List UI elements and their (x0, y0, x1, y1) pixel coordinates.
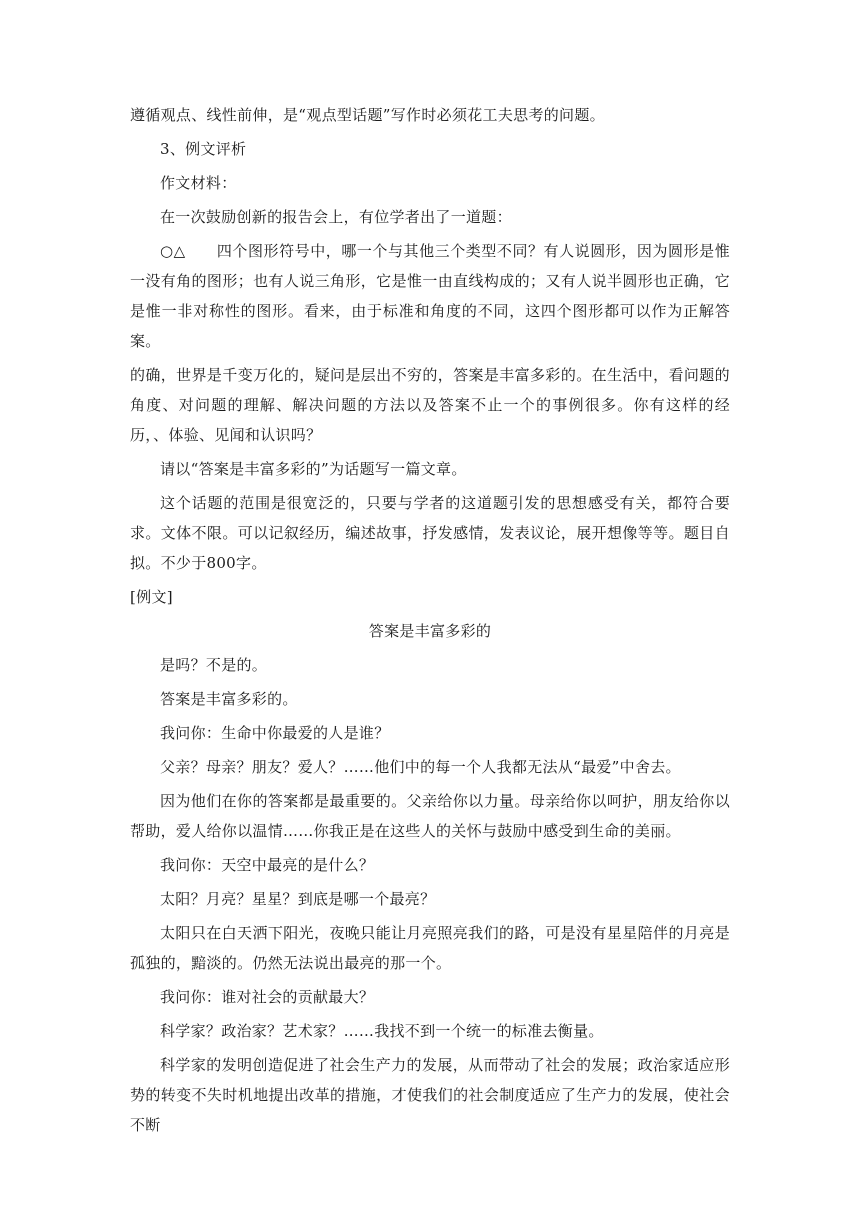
essay-paragraph-7: 太阳？月亮？星星？到底是哪一个最亮？ (160, 890, 436, 908)
paragraph-world-varied: 的确，世界是千变万化的，疑问是层出不穷的，答案是丰富多彩的。在生活中，看问题的角度、对问题的理解、解决问题的方法以及答案不止一个的事例很多。你有这样的经历，、体验、见闻和认识吗？ (130, 366, 730, 444)
essay-paragraph-2: 答案是丰富多彩的。 (160, 690, 298, 708)
paragraph-requirements: 这个话题的范围是很宽泛的，只要与学者的这道题引发的思想感受有关，都符合要求。文体不限。可以记叙经历，编述故事，抒发感情，发表议论，展开想像等等。题目自拟。不少于800字。 (130, 494, 730, 572)
essay-paragraph-10: 科学家？政治家？艺术家？……我找不到一个统一的标准去衡量。 (160, 1022, 604, 1040)
essay-title: 答案是丰富多彩的 (368, 622, 492, 640)
label-essay-material: 作文材料： (160, 174, 237, 192)
paragraph-shapes-question: ○△ 四个图形符号中，哪一个与其他三个类型不同？有人说圆形，因为圆形是惟一没有角的图形；也有人说三角形，它是惟一由直线构成的；又有人说半圆形也正确，它是惟一非对称性的图形。看来，由于标准和角度的不同，这四个图形都可以作为正解答案。 (130, 242, 730, 350)
paragraph-writing-prompt: 请以“答案是丰富多彩的”为话题写一篇文章。 (160, 460, 467, 478)
paragraph-material-intro: 在一次鼓励创新的报告会上，有位学者出了一道题： (160, 208, 512, 226)
essay-paragraph-9: 我问你：谁对社会的贡献最大？ (160, 988, 375, 1006)
essay-paragraph-1: 是吗？不是的。 (160, 656, 268, 674)
essay-paragraph-8: 太阳只在白天洒下阳光，夜晚只能让月亮照亮我们的路，可是没有星星陪伴的月亮是孤独的，黯淡的。仍然无法说出最亮的那一个。 (130, 924, 730, 972)
paragraph-intro-conclusion: 遵循观点、线性前伸，是“观点型话题”写作时必须花工夫思考的问题。 (130, 106, 605, 124)
document-page (130, 100, 730, 1144)
essay-paragraph-5: 因为他们在你的答案都是最重要的。父亲给你以力量。母亲给你以呵护，朋友给你以帮助，爱人给你以温情……你我正是在这些人的关怀与鼓励中感受到生命的美丽。 (130, 792, 730, 840)
section-heading-example-analysis: 3、例文评析 (160, 140, 247, 158)
essay-paragraph-4: 父亲？母亲？朋友？爱人？……他们中的每一个人我都无法从“最爱”中舍去。 (160, 758, 681, 776)
essay-paragraph-3: 我问你：生命中你最爱的人是谁？ (160, 724, 390, 742)
label-example-essay: [例文] (130, 588, 173, 606)
essay-paragraph-11: 科学家的发明创造促进了社会生产力的发展，从而带动了社会的发展；政治家适应形势的转变不失时机地提出改革的措施，才使我们的社会制度适应了生产力的发展，使社会不断 (130, 1056, 730, 1134)
essay-paragraph-6: 我问你：天空中最亮的是什么？ (160, 856, 375, 874)
